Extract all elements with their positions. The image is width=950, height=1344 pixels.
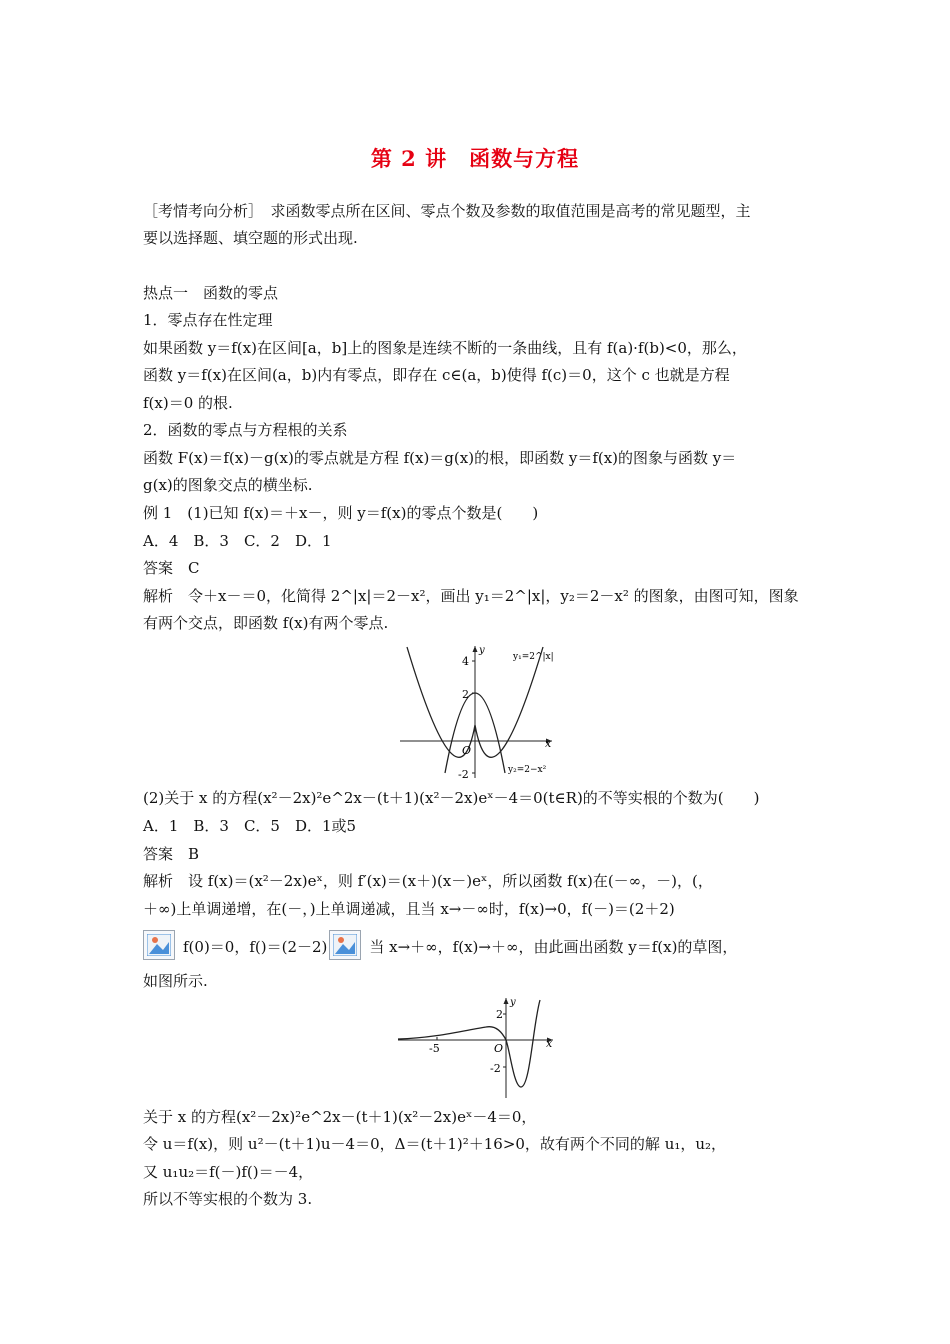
graph-exponential-parabola [398,642,558,780]
example-2-options: A．1 B．3 C．5 D．1或5 [143,817,357,835]
x-axis-label: x [545,737,552,750]
page-title [0,143,950,173]
curve-y1-label: y₁=2^|x| [513,652,554,662]
example-2-solution-line-3 [143,930,737,960]
y-axis-label: y [510,997,516,1008]
tick-4-label: 4 [462,655,469,668]
tick-2-label: 2 [496,1008,503,1021]
theorem-line-3: f(x)＝0 的根. [143,394,233,412]
example-2-question: (2)关于 x 的方程(x²－2x)²e^2x－(t＋1)(x²－2x)eˣ－4＝0(t∈R)的不等实根的个数为( ) [143,789,760,807]
exam-analysis-line-1: ［考情考向分析］ 求函数零点所在区间、零点个数及参数的取值范围是高考的常见题型，主 [143,202,751,220]
title-topic: 函数与方程 [469,146,580,171]
tick-neg2-label: -2 [490,1062,501,1075]
y-axis-arrow [504,998,509,1004]
solution-segment-2: 当 x→＋∞，f(x)→＋∞，由此画出函数 y＝f(x)的草图， [369,938,738,956]
curve-y2-label: y₂=2−x² [508,765,547,775]
example-2-solution-line-1: 解析 设 f(x)＝(x²－2x)eˣ，则 f′(x)＝(x＋)(x－)eˣ，所以函数 f(x)在(－∞，－)，(， [143,872,713,890]
title-lecture: 第 2 讲 [370,146,448,171]
section-1-heading: 1．零点存在性定理 [143,311,273,329]
y-axis-label: y [479,645,485,656]
reasoning-line-4: 所以不等实根的个数为 3. [143,1190,313,1208]
reasoning-line-2: 令 u＝f(x)，则 u²－(t＋1)u－4＝0，Δ＝(t＋1)²＋16>0，故有两个不同的解 u₁，u₂， [143,1135,727,1153]
solution-segment-1: f(0)＝0，f()＝(2－2) [183,938,328,956]
reasoning-line-1: 关于 x 的方程(x²－2x)²e^2x－(t＋1)(x²－2x)eˣ－4＝0， [143,1108,537,1126]
hotspot-heading: 热点一 函数的零点 [143,284,279,302]
example-1-answer: 答案 C [143,559,200,577]
section-2-heading: 2．函数的零点与方程根的关系 [143,421,348,439]
broken-image-icon [329,930,361,960]
example-2-solution-line-4: 如图所示. [143,972,208,990]
tick-neg2-label: -2 [458,768,469,780]
origin-label: O [462,744,472,757]
relation-line-2: g(x)的图象交点的横坐标. [143,476,313,494]
y-axis-arrow [473,646,478,652]
curve-f [398,1000,540,1087]
origin-label: O [494,1042,504,1055]
example-2-answer: 答案 B [143,845,200,863]
example-1-solution-line-1: 解析 令＋x－＝0，化简得 2^|x|＝2－x²，画出 y₁＝2^|x|，y₂＝2－x² 的图象，由图可知，图象 [143,587,799,605]
example-1-options: A．4 B．3 C．2 D．1 [143,532,332,550]
x-axis-label: x [546,1037,553,1050]
tick-neg5-label: -5 [429,1042,440,1055]
reasoning-line-3: 又 u₁u₂＝f(－)f()＝－4， [143,1163,314,1181]
example-1-solution-line-2: 有两个交点，即函数 f(x)有两个零点. [143,614,389,632]
theorem-line-1: 如果函数 y＝f(x)在区间[a，b]上的图象是连续不断的一条曲线，且有 f(a)·f(b)<0，那么， [143,339,747,357]
relation-line-1: 函数 F(x)＝f(x)－g(x)的零点就是方程 f(x)＝g(x)的根，即函数 y＝f(x)的图象与函数 y＝ [143,449,737,467]
example-1-question: 例 1 (1)已知 f(x)＝＋x－，则 y＝f(x)的零点个数是( ) [143,504,539,522]
theorem-line-2: 函数 y＝f(x)在区间(a，b)内有零点，即存在 c∈(a，b)使得 f(c)＝0，这个 c 也就是方程 [143,366,730,384]
exam-analysis-line-2: 要以选择题、填空题的形式出现. [143,229,358,247]
graph-function-sketch [396,995,558,1100]
example-2-solution-line-2: ＋∞)上单调递增，在(－，)上单调递减，且当 x→－∞时，f(x)→0，f(－)＝(2＋2) [143,900,675,918]
tick-2-label: 2 [462,688,469,701]
broken-image-icon [143,930,175,960]
